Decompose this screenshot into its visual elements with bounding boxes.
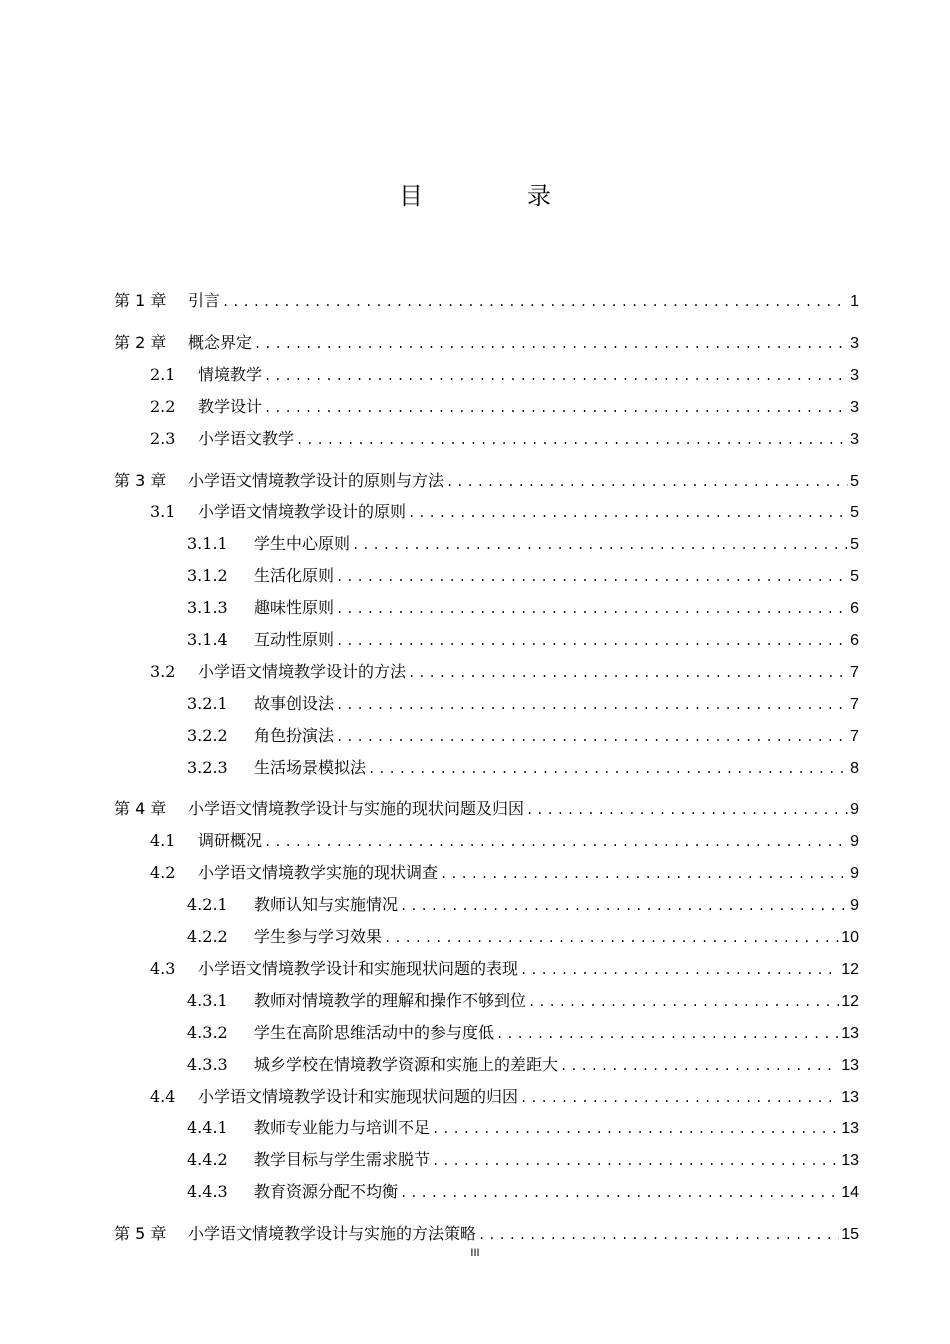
toc-entry-number: 4.2 <box>150 863 176 882</box>
toc-entry[interactable] <box>114 331 859 355</box>
toc-entry-number: 3.1.4 <box>187 630 228 649</box>
dot-leader <box>352 533 848 557</box>
toc-entry-title: 引言 <box>188 291 221 310</box>
toc-entry-title: 小学语文情境教学设计的原则与方法 <box>188 471 445 490</box>
toc-entry-page: 5 <box>850 536 859 553</box>
toc-entry-title: 故事创设法 <box>254 694 335 713</box>
toc-entry-number: 3.2.1 <box>187 694 228 713</box>
toc-entry-number: 4.4.3 <box>187 1182 228 1201</box>
toc-entry[interactable] <box>187 989 859 1013</box>
toc-entry-page: 5 <box>850 473 859 490</box>
toc-entry-page: 1 <box>850 293 859 310</box>
toc-entry-number: 4.3.3 <box>187 1055 228 1074</box>
toc-entry[interactable] <box>150 660 859 684</box>
toc-entry-title: 教师专业能力与培训不足 <box>254 1118 431 1137</box>
page-title: 目 录 <box>399 182 591 210</box>
toc-entry-number: 4.3 <box>150 959 176 978</box>
toc-entry-page: 3 <box>850 399 859 416</box>
dot-leader <box>408 501 848 525</box>
toc-entry-number: 第 2 章 <box>114 333 167 352</box>
toc-entry-page: 3 <box>850 367 859 384</box>
dot-leader <box>254 332 848 356</box>
dot-leader <box>336 597 848 621</box>
toc-entry[interactable] <box>187 564 859 588</box>
toc-entry-page: 9 <box>850 897 859 914</box>
toc-entry-page: 9 <box>850 801 859 818</box>
toc-entry-page: 10 <box>841 929 859 946</box>
toc-entry-title: 互动性原则 <box>254 630 335 649</box>
toc-entry[interactable] <box>187 628 859 652</box>
toc-entry-title: 小学语文情境教学设计和实施现状问题的表现 <box>198 959 519 978</box>
toc-entry-page: 15 <box>841 1226 859 1243</box>
toc-entry[interactable] <box>150 957 859 981</box>
dot-leader <box>400 1181 839 1205</box>
toc-entry-page: 13 <box>841 1152 859 1169</box>
toc-entry-number: 2.3 <box>150 429 176 448</box>
dot-leader <box>336 725 848 749</box>
toc-entry-number: 4.1 <box>150 831 176 850</box>
toc-entry-title: 教师认知与实施情况 <box>254 895 399 914</box>
toc-entry-page: 5 <box>850 568 859 585</box>
toc-entry-title: 学生参与学习效果 <box>254 927 383 946</box>
toc-entry-number: 3.1.2 <box>187 566 228 585</box>
toc-entry-page: 9 <box>850 865 859 882</box>
toc-entry-title: 小学语文情境教学设计的原则 <box>198 502 407 521</box>
toc-entry[interactable] <box>150 363 859 387</box>
toc-entry-number: 第 1 章 <box>114 291 167 310</box>
toc-entry[interactable] <box>150 395 859 419</box>
dot-leader <box>336 565 848 589</box>
toc-entry[interactable] <box>150 861 859 885</box>
toc-entry-page: 7 <box>850 664 859 681</box>
dot-leader <box>264 396 848 420</box>
dot-leader <box>400 894 848 918</box>
toc-entry-title: 调研概况 <box>198 831 263 850</box>
toc-entry[interactable] <box>187 1148 859 1172</box>
toc-entry[interactable] <box>187 893 859 917</box>
toc-entry-number: 4.3.2 <box>187 1023 228 1042</box>
toc-entry[interactable] <box>187 1116 859 1140</box>
toc-entry-title: 学生中心原则 <box>254 534 351 553</box>
dot-leader <box>408 661 848 685</box>
toc-entry-title: 生活化原则 <box>254 566 335 585</box>
dot-leader <box>496 1022 839 1046</box>
toc-entry[interactable] <box>114 797 859 821</box>
dot-leader <box>264 830 848 854</box>
toc-entry-page: 13 <box>841 1120 859 1137</box>
toc-entry-title: 生活场景模拟法 <box>254 758 367 777</box>
toc-entry[interactable] <box>187 1021 859 1045</box>
toc-entry[interactable] <box>150 500 859 524</box>
toc-entry-title: 小学语文情境教学设计与实施的现状问题及归因 <box>188 799 525 818</box>
dot-leader <box>432 1117 839 1141</box>
dot-leader <box>336 693 848 717</box>
toc-entry[interactable] <box>187 692 859 716</box>
toc-entry-page: 7 <box>850 728 859 745</box>
dot-leader <box>478 1223 839 1247</box>
dot-leader <box>440 862 848 886</box>
toc-entry-page: 13 <box>841 1025 859 1042</box>
dot-leader <box>560 1054 839 1078</box>
toc-entry-number: 4.2.1 <box>187 895 228 914</box>
toc-entry-number: 3.1 <box>150 502 176 521</box>
dot-leader <box>336 629 848 653</box>
toc-entry-title: 教育资源分配不均衡 <box>254 1182 399 1201</box>
toc-entry-title: 小学语文教学 <box>198 429 295 448</box>
toc-entry[interactable] <box>187 756 859 780</box>
toc-entry-page: 8 <box>850 760 859 777</box>
toc-entry-title: 角色扮演法 <box>254 726 335 745</box>
toc-entry-number: 4.4.2 <box>187 1150 228 1169</box>
toc-entry-number: 第 4 章 <box>114 799 167 818</box>
toc-entry-number: 3.1.3 <box>187 598 228 617</box>
toc-entry-number: 3.2 <box>150 662 176 681</box>
toc-entry[interactable] <box>187 1180 859 1204</box>
toc-entry[interactable] <box>187 925 859 949</box>
toc-entry-page: 14 <box>841 1184 859 1201</box>
toc-entry-page: 6 <box>850 632 859 649</box>
dot-leader <box>384 926 839 950</box>
toc-entry-title: 趣味性原则 <box>254 598 335 617</box>
dot-leader <box>528 990 839 1014</box>
page-number: III <box>470 1247 480 1259</box>
dot-leader <box>520 958 839 982</box>
toc-entry[interactable] <box>150 829 859 853</box>
dot-leader <box>368 757 848 781</box>
toc-entry-page: 3 <box>850 335 859 352</box>
toc-entry-page: 6 <box>850 600 859 617</box>
dot-leader <box>520 1086 839 1110</box>
toc-entry-title: 教学目标与学生需求脱节 <box>254 1150 431 1169</box>
toc-entry-number: 4.3.1 <box>187 991 228 1010</box>
dot-leader <box>296 428 848 452</box>
toc-entry-title: 小学语文情境教学设计与实施的方法策略 <box>188 1224 477 1243</box>
toc-entry-title: 概念界定 <box>188 333 253 352</box>
dot-leader <box>222 290 848 314</box>
toc-entry-number: 第 3 章 <box>114 471 167 490</box>
toc-entry-title: 小学语文情境教学设计和实施现状问题的归因 <box>198 1087 519 1106</box>
toc-entry[interactable] <box>150 427 859 451</box>
toc-entry-page: 3 <box>850 431 859 448</box>
toc-entry-title: 教师对情境教学的理解和操作不够到位 <box>254 991 527 1010</box>
toc-entry[interactable] <box>187 724 859 748</box>
toc-entry-page: 12 <box>841 993 859 1010</box>
dot-leader <box>432 1149 839 1173</box>
toc-entry[interactable] <box>114 469 859 493</box>
toc-entry[interactable] <box>114 289 859 313</box>
toc-entry-page: 7 <box>850 696 859 713</box>
toc-entry-page: 9 <box>850 833 859 850</box>
toc-entry[interactable] <box>150 1085 859 1109</box>
toc-entry-title: 小学语文情境教学实施的现状调查 <box>198 863 439 882</box>
dot-leader <box>446 470 848 494</box>
dot-leader <box>264 364 848 388</box>
dot-leader <box>526 798 848 822</box>
toc-entry-title: 学生在高阶思维活动中的参与度低 <box>254 1023 495 1042</box>
toc-entry-page: 12 <box>841 961 859 978</box>
toc-entry-number: 3.2.2 <box>187 726 228 745</box>
toc-entry-number: 4.4 <box>150 1087 176 1106</box>
toc-entry[interactable] <box>187 596 859 620</box>
toc-entry[interactable] <box>114 1222 859 1246</box>
toc-entry-page: 13 <box>841 1089 859 1106</box>
toc-entry-title: 教学设计 <box>198 397 263 416</box>
toc-entry-number: 3.1.1 <box>187 534 228 553</box>
toc-entry-number: 2.2 <box>150 397 176 416</box>
toc-entry-page: 13 <box>841 1057 859 1074</box>
toc-entry-number: 3.2.3 <box>187 758 228 777</box>
toc-entry-title: 小学语文情境教学设计的方法 <box>198 662 407 681</box>
toc-entry-title: 情境教学 <box>198 365 263 384</box>
toc-entry-number: 第 5 章 <box>114 1224 167 1243</box>
toc-entry-number: 4.2.2 <box>187 927 228 946</box>
toc-entry-title: 城乡学校在情境教学资源和实施上的差距大 <box>254 1055 559 1074</box>
toc-entry[interactable] <box>187 1053 859 1077</box>
toc-entry[interactable] <box>187 532 859 556</box>
toc-entry-page: 5 <box>850 504 859 521</box>
toc-entry-number: 2.1 <box>150 365 176 384</box>
toc-entry-number: 4.4.1 <box>187 1118 228 1137</box>
